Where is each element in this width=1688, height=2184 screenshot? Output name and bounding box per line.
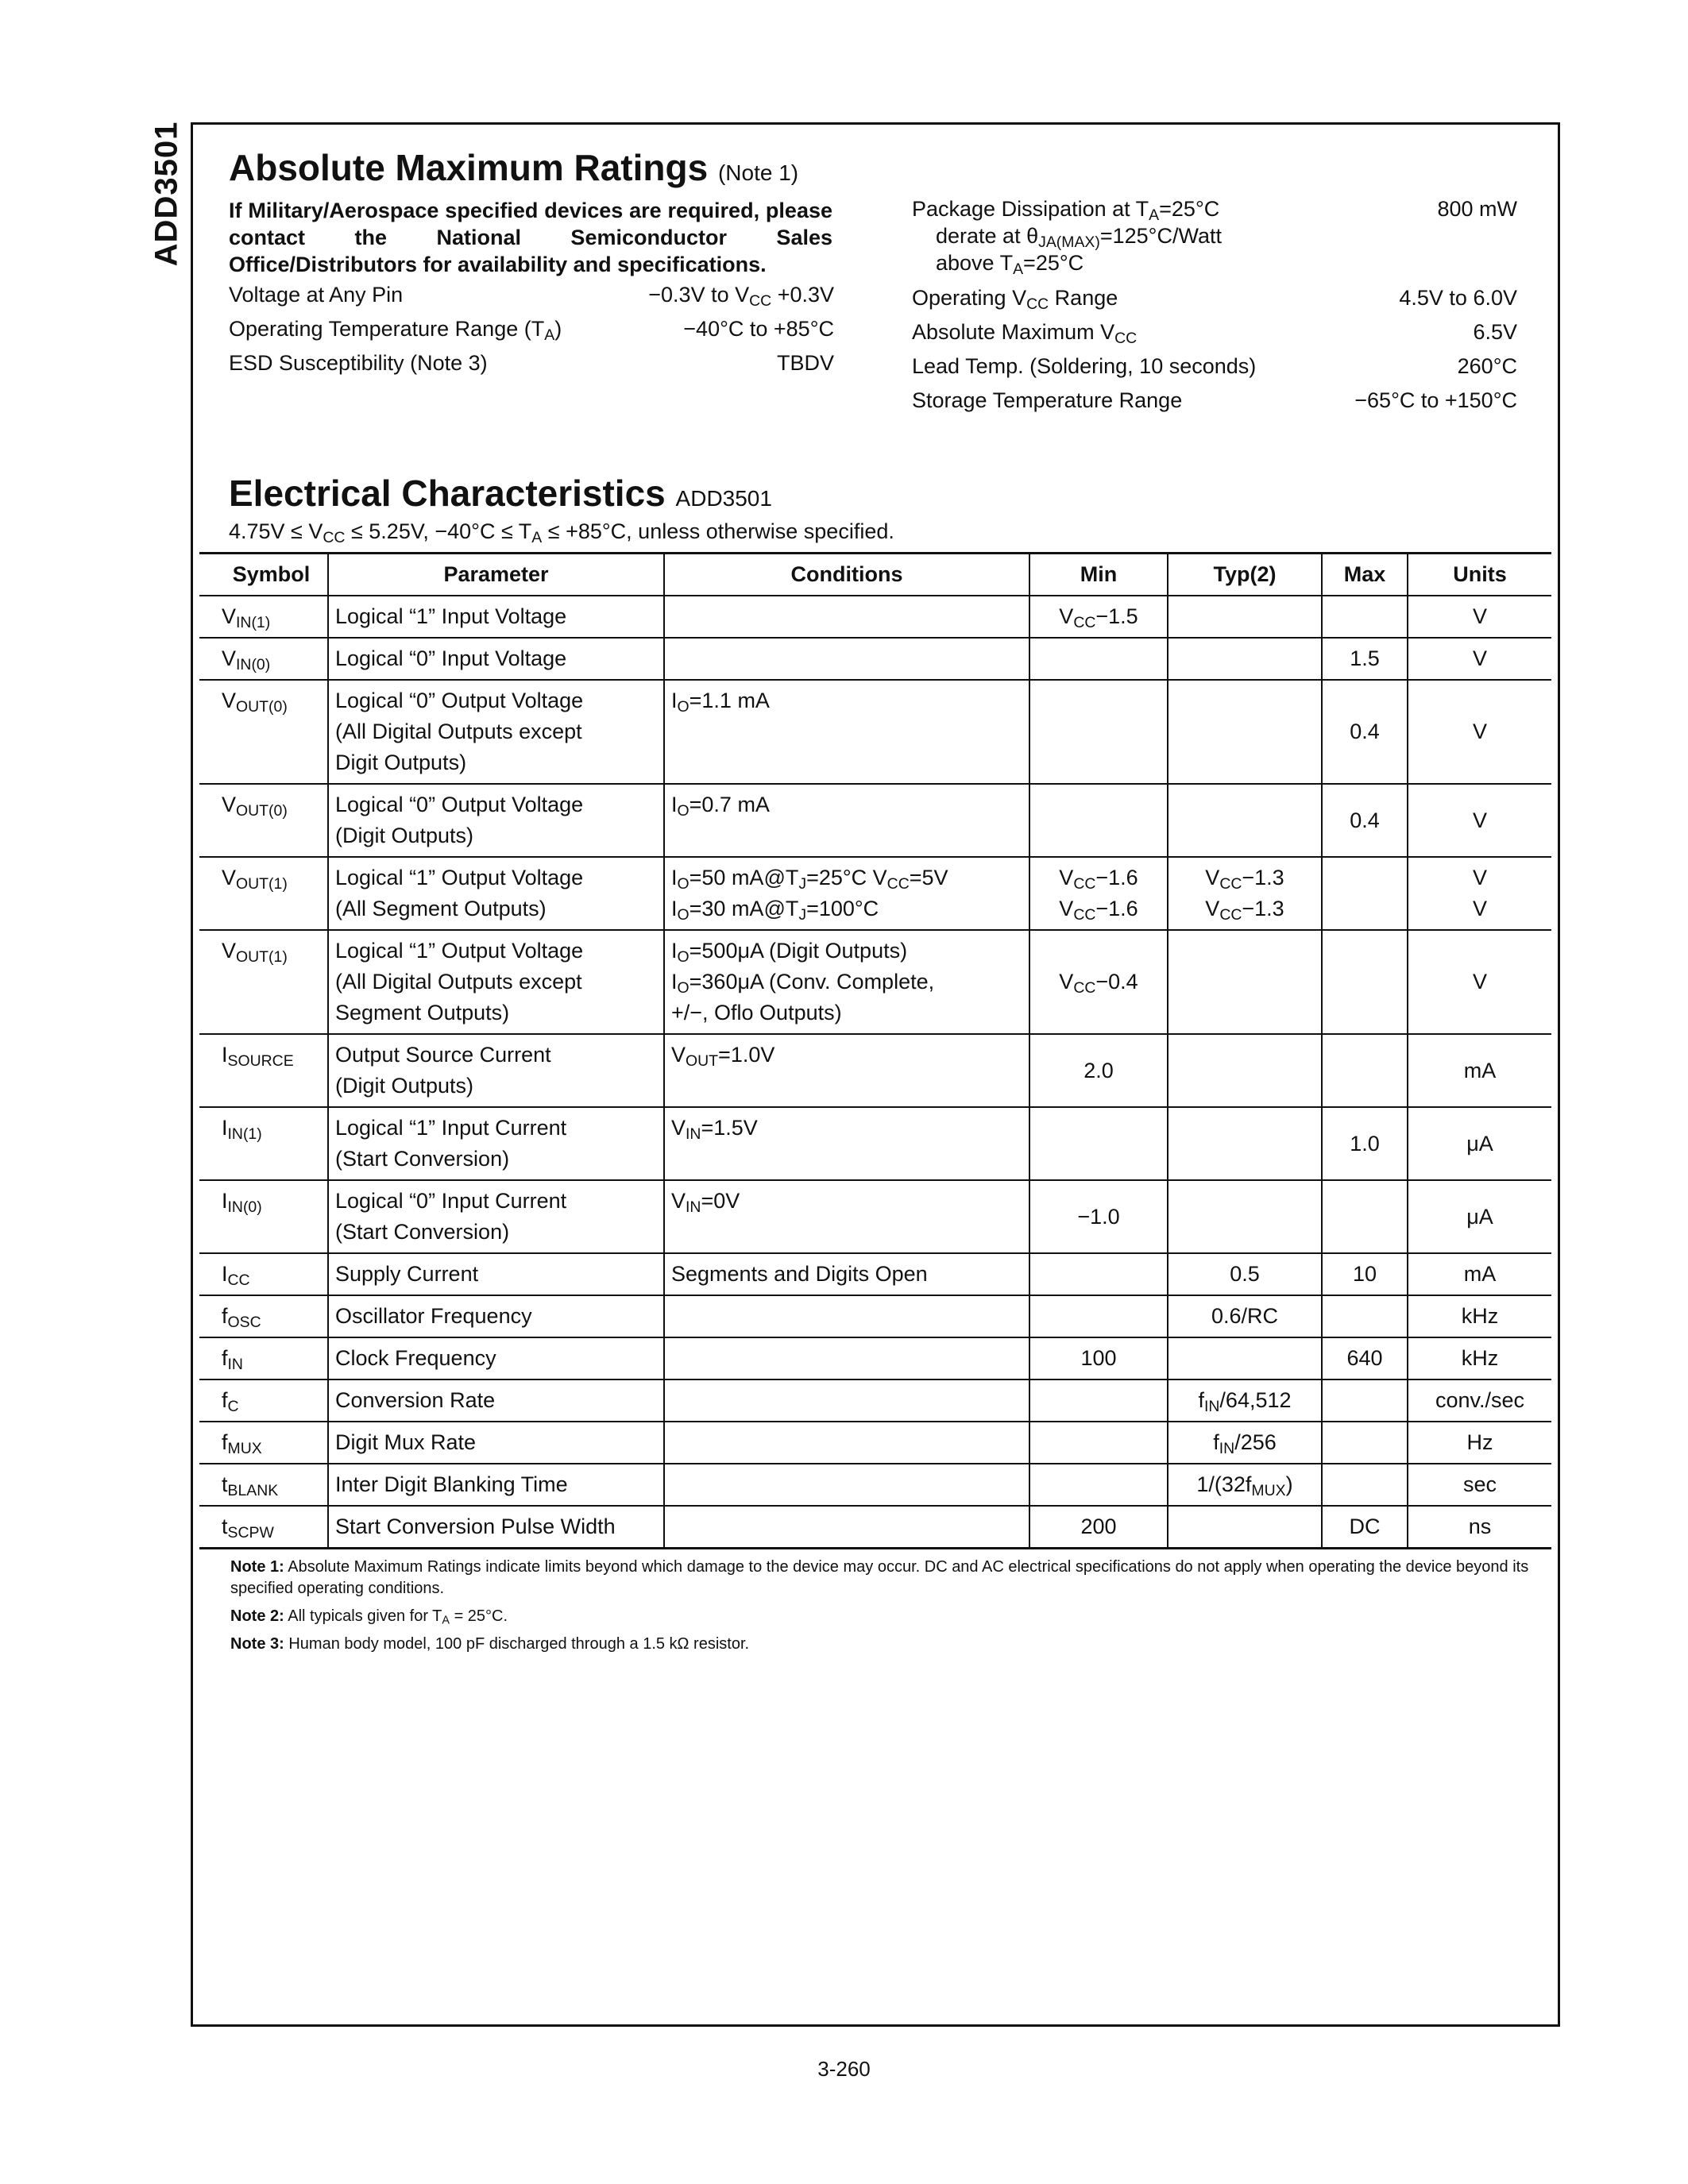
amr-title: Absolute Maximum Ratings (Note 1)	[229, 147, 799, 188]
cell-typ	[1168, 784, 1322, 857]
military-warning: If Military/Aerospace specified devices are required, please contact the National Semiconductor Sales Office/Distributors for availability and specifications.	[229, 199, 832, 276]
table-row	[199, 930, 1551, 1034]
cell-typ	[1168, 1506, 1322, 1549]
cell-max: 0.4	[1322, 784, 1408, 857]
cell-parameter: Digit Mux Rate	[328, 1422, 664, 1464]
cell-typ: $1/(32f_{MUX})$	[1168, 1464, 1322, 1506]
cell-conditions: $V_{IN}=1.5V$	[664, 1107, 1029, 1180]
cell-typ	[1168, 930, 1322, 1034]
table-row	[199, 1506, 1551, 1549]
cell-parameter: Logical “1” Output Voltage (All Segment Outputs)	[328, 857, 664, 930]
cell-max	[1322, 1422, 1408, 1464]
cell-conditions: Segments and Digits Open	[664, 1253, 1029, 1295]
cell-units: V	[1408, 930, 1551, 1034]
cell-units: ns	[1408, 1506, 1551, 1549]
cell-typ	[1168, 1180, 1322, 1253]
table-row	[199, 784, 1551, 857]
cell-conditions: $V_{OUT}=1.0V$	[664, 1034, 1029, 1107]
cell-min: 2.0	[1029, 1034, 1168, 1107]
cell-units: V V	[1408, 857, 1551, 930]
cell-typ	[1168, 638, 1322, 680]
ec-header-row	[199, 554, 1551, 596]
cell-symbol: $V_{IN(1)}$	[199, 596, 328, 638]
cell-units: sec	[1408, 1464, 1551, 1506]
cell-min	[1029, 680, 1168, 784]
table-row	[199, 857, 1551, 930]
table-row	[199, 1034, 1551, 1107]
cell-units: kHz	[1408, 1295, 1551, 1337]
cell-conditions	[664, 1379, 1029, 1422]
cell-symbol: $V_{IN(0)}$	[199, 638, 328, 680]
cell-units: V	[1408, 596, 1551, 638]
amr-row: Absolute Maximum $V_{CC}$ 6.5V	[912, 320, 1517, 347]
cell-max	[1322, 1295, 1408, 1337]
cell-parameter: Logical “0” Input Current (Start Conversion)	[328, 1180, 664, 1253]
cell-max	[1322, 1379, 1408, 1422]
cell-parameter: Logical “0” Input Voltage	[328, 638, 664, 680]
header-symbol: Symbol	[199, 554, 328, 596]
cell-max	[1322, 930, 1408, 1034]
cell-typ	[1168, 1107, 1322, 1180]
cell-symbol: $I_{SOURCE}$	[199, 1034, 328, 1107]
cell-parameter: Clock Frequency	[328, 1337, 664, 1379]
table-row	[199, 680, 1551, 784]
cell-typ	[1168, 680, 1322, 784]
cell-min	[1029, 1295, 1168, 1337]
header-typ: Typ(2)	[1168, 554, 1322, 596]
amr-row: Operating $V_{CC}$ Range 4.5V to 6.0V	[912, 286, 1517, 313]
cell-max	[1322, 1180, 1408, 1253]
cell-max: 0.4	[1322, 680, 1408, 784]
cell-max	[1322, 596, 1408, 638]
cell-max	[1322, 857, 1408, 930]
cell-max: 10	[1322, 1253, 1408, 1295]
table-row	[199, 1422, 1551, 1464]
cell-max	[1322, 1034, 1408, 1107]
cell-min	[1029, 1464, 1168, 1506]
cell-typ: $f_{IN}/64,512$	[1168, 1379, 1322, 1422]
page-number: 3-260	[817, 2057, 871, 2081]
table-row	[199, 1180, 1551, 1253]
cell-units: mA	[1408, 1034, 1551, 1107]
cell-units: Hz	[1408, 1422, 1551, 1464]
cell-conditions: $I_O=0.7$ mA	[664, 784, 1029, 857]
cell-symbol: $t_{SCPW}$	[199, 1506, 328, 1549]
header-conditions: Conditions	[664, 554, 1029, 596]
cell-units: V	[1408, 680, 1551, 784]
header-parameter: Parameter	[328, 554, 664, 596]
amr-row: Storage Temperature Range −65°C to +150°C	[912, 388, 1517, 412]
note-3: Note 3: Human body model, 100 pF discharged through a 1.5 kΩ resistor.	[230, 1635, 750, 1653]
cell-typ: $V_{CC}-1.3$ $V_{CC}-1.3$	[1168, 857, 1322, 930]
cell-conditions	[664, 1464, 1029, 1506]
cell-symbol: $f_C$	[199, 1379, 328, 1422]
table-row	[199, 1464, 1551, 1506]
table-row	[199, 596, 1551, 638]
amr-derate: derate at $\theta_{JA(MAX)}=125^\circ C$/Watt	[936, 224, 1222, 251]
cell-units: mA	[1408, 1253, 1551, 1295]
cell-symbol: $V_{OUT(0)}$	[199, 680, 328, 784]
ec-table	[199, 552, 1551, 1549]
cell-typ: $f_{IN}/256$	[1168, 1422, 1322, 1464]
cell-parameter: Oscillator Frequency	[328, 1295, 664, 1337]
cell-typ: 0.5	[1168, 1253, 1322, 1295]
cell-min: $V_{CC}-1.6$ $V_{CC}-1.6$	[1029, 857, 1168, 930]
cell-typ	[1168, 1337, 1322, 1379]
amr-row: Operating Temperature Range $(T_A)$ −40°C to +85°C	[229, 317, 834, 344]
note-2: Note 2: All typicals given for $T_A = 25^\circ C$.	[230, 1607, 508, 1627]
cell-conditions: $I_O=500\mu A$ (Digit Outputs) $I_O=360\mu A$ (Conv. Complete, +/−, Oflo Outputs)	[664, 930, 1029, 1034]
cell-max	[1322, 1464, 1408, 1506]
cell-typ	[1168, 596, 1322, 638]
cell-max: 1.5	[1322, 638, 1408, 680]
cell-parameter: Logical “1” Output Voltage (All Digital Outputs except Segment Outputs)	[328, 930, 664, 1034]
cell-min: −1.0	[1029, 1180, 1168, 1253]
ec-title: Electrical Characteristics ADD3501	[229, 473, 772, 514]
header-min: Min	[1029, 554, 1168, 596]
cell-conditions	[664, 1337, 1029, 1379]
notes	[230, 1557, 1549, 1661]
cell-symbol: $I_{CC}$	[199, 1253, 328, 1295]
cell-typ: 0.6/RC	[1168, 1295, 1322, 1337]
amr-row: Lead Temp. (Soldering, 10 seconds) 260°C	[912, 354, 1517, 378]
cell-min	[1029, 1107, 1168, 1180]
header-units: Units	[1408, 554, 1551, 596]
table-row	[199, 1107, 1551, 1180]
cell-min: 100	[1029, 1337, 1168, 1379]
table-row	[199, 1337, 1551, 1379]
cell-symbol: $t_{BLANK}$	[199, 1464, 328, 1506]
amr-derate-above: above $T_A=25^\circ C$	[936, 251, 1084, 278]
cell-symbol: $I_{IN(0)}$	[199, 1180, 328, 1253]
cell-conditions	[664, 1422, 1029, 1464]
cell-min	[1029, 1379, 1168, 1422]
cell-min	[1029, 1422, 1168, 1464]
cell-min: $V_{CC}-0.4$	[1029, 930, 1168, 1034]
cell-units: V	[1408, 784, 1551, 857]
cell-conditions: $V_{IN}=0V$	[664, 1180, 1029, 1253]
cell-conditions: $I_O=1.1$ mA	[664, 680, 1029, 784]
cell-min: 200	[1029, 1506, 1168, 1549]
cell-conditions	[664, 638, 1029, 680]
cell-conditions	[664, 596, 1029, 638]
cell-units: μA	[1408, 1180, 1551, 1253]
side-part-number: ADD3501	[149, 121, 184, 267]
cell-parameter: Logical “0” Output Voltage (Digit Outputs)	[328, 784, 664, 857]
table-row	[199, 638, 1551, 680]
cell-parameter: Output Source Current (Digit Outputs)	[328, 1034, 664, 1107]
cell-symbol: $I_{IN(1)}$	[199, 1107, 328, 1180]
cell-typ	[1168, 1034, 1322, 1107]
cell-conditions	[664, 1295, 1029, 1337]
cell-symbol: $V_{OUT(1)}$	[199, 930, 328, 1034]
cell-max: DC	[1322, 1506, 1408, 1549]
table-row	[199, 1379, 1551, 1422]
cell-min	[1029, 638, 1168, 680]
cell-symbol: $V_{OUT(0)}$	[199, 784, 328, 857]
cell-min: $V_{CC}-1.5$	[1029, 596, 1168, 638]
cell-parameter: Inter Digit Blanking Time	[328, 1464, 664, 1506]
amr-package-dissipation: Package Dissipation at $T_A=25^\circ C$ 800 mW	[912, 197, 1517, 224]
cell-max: 1.0	[1322, 1107, 1408, 1180]
note-1: Note 1: Absolute Maximum Ratings indicate limits beyond which damage to the device may occur. DC and AC electrical specifications do not apply when operating the device beyond its specified operating conditions.	[230, 1558, 1529, 1597]
cell-parameter: Start Conversion Pulse Width	[328, 1506, 664, 1549]
cell-symbol: $V_{OUT(1)}$	[199, 857, 328, 930]
cell-parameter: Supply Current	[328, 1253, 664, 1295]
cell-min	[1029, 1253, 1168, 1295]
cell-parameter: Logical “1” Input Current (Start Conversion)	[328, 1107, 664, 1180]
cell-units: V	[1408, 638, 1551, 680]
cell-units: conv./sec	[1408, 1379, 1551, 1422]
cell-parameter: Logical “0” Output Voltage (All Digital Outputs except Digit Outputs)	[328, 680, 664, 784]
table-row	[199, 1253, 1551, 1295]
amr-row: ESD Susceptibility (Note 3) TBDV	[229, 351, 834, 375]
cell-units: kHz	[1408, 1337, 1551, 1379]
cell-symbol: $f_{IN}$	[199, 1337, 328, 1379]
cell-symbol: $f_{MUX}$	[199, 1422, 328, 1464]
cell-min	[1029, 784, 1168, 857]
cell-symbol: $f_{OSC}$	[199, 1295, 328, 1337]
cell-parameter: Conversion Rate	[328, 1379, 664, 1422]
cell-parameter: Logical “1” Input Voltage	[328, 596, 664, 638]
cell-max: 640	[1322, 1337, 1408, 1379]
ec-conditions: $4.75V \le V_{CC} \le 5.25V$, $-40^\circ C \le T_A \le +85^\circ C$, unless otherwise specified.	[229, 519, 894, 546]
header-max: Max	[1322, 554, 1408, 596]
table-row	[199, 1295, 1551, 1337]
cell-conditions: $I_O=50$ $mA@T_J=25^\circ C$ $V_{CC}=5V$ $I_O=30$ $mA@T_J=100^\circ C$	[664, 857, 1029, 930]
cell-conditions	[664, 1506, 1029, 1549]
cell-units: μA	[1408, 1107, 1551, 1180]
amr-row: Voltage at Any Pin −0.3V to $V_{CC} +0.3V$	[229, 283, 834, 310]
